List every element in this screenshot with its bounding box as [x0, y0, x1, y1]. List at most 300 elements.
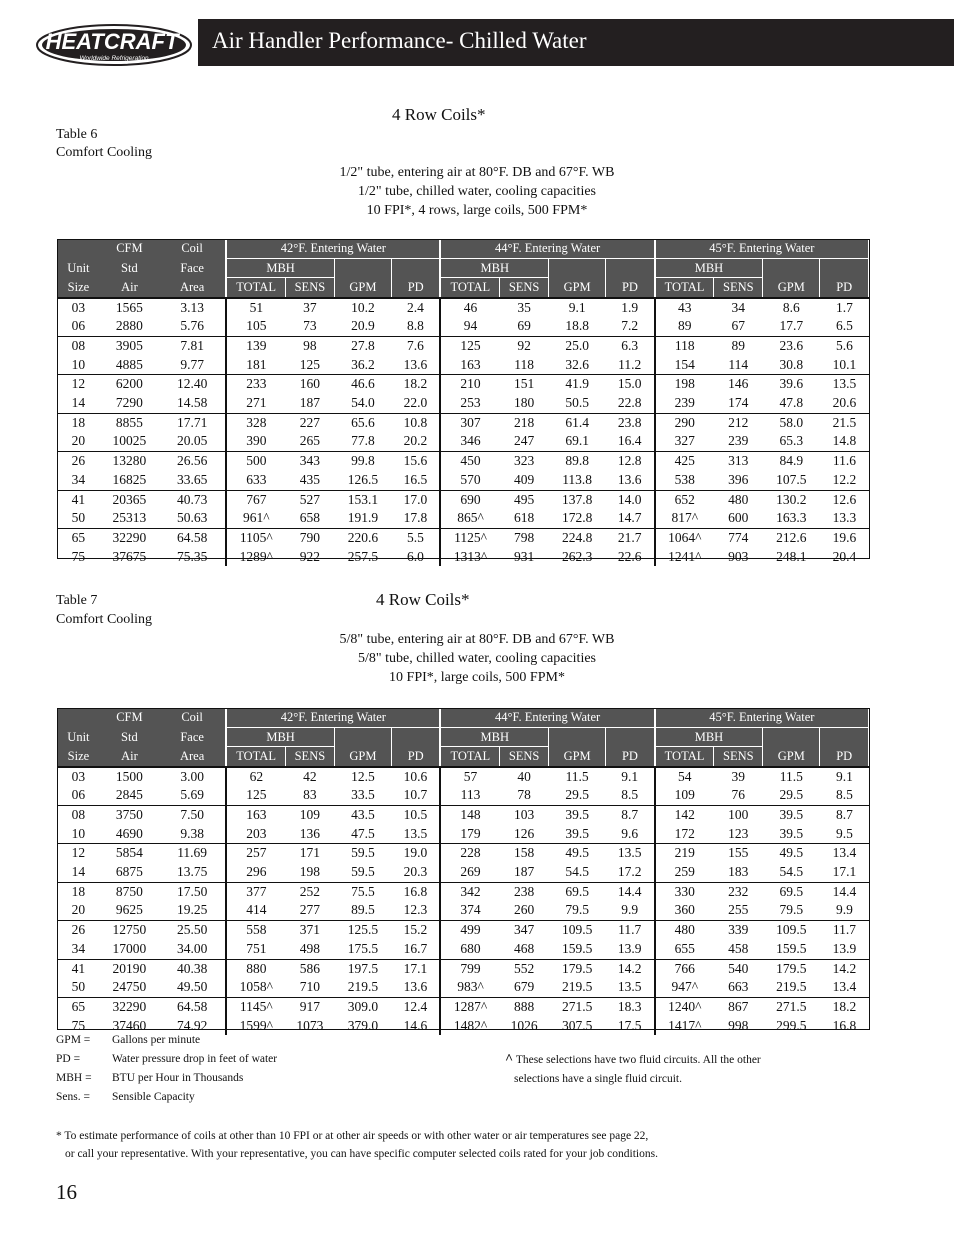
header-cell: PD — [820, 278, 869, 298]
table-cell: 10.8 — [391, 413, 440, 432]
table-cell: 17.8 — [391, 509, 440, 528]
table-cell: 13.6 — [391, 978, 440, 997]
footnote — [56, 1127, 658, 1163]
table-cell: 307 — [460, 414, 481, 430]
table-cell: 77.8 — [334, 432, 391, 451]
table-cell: 8855 — [115, 414, 143, 430]
table-cell: 212 — [728, 414, 749, 430]
table-cell: 17.5 — [606, 1017, 655, 1036]
table-cell: 89.5 — [334, 901, 391, 920]
table-cell: 46 — [463, 299, 478, 315]
legend-abbr: PD = — [56, 1053, 81, 1065]
heatcraft-logo — [36, 24, 192, 66]
table-cell: 1105^ — [239, 529, 273, 545]
table-cell: 239 — [714, 432, 763, 451]
header-cell: CFM — [100, 239, 159, 258]
table-cell: 76 — [714, 786, 763, 805]
table-cell: 766 — [674, 960, 695, 976]
table-cell: 79.5 — [763, 901, 820, 920]
table-cell: 17.2 — [606, 863, 655, 882]
table-cell: 113.8 — [549, 471, 606, 490]
table-cell: 06 — [57, 786, 100, 805]
header-cell: SENS — [714, 747, 763, 767]
header-cell — [391, 258, 440, 278]
table-cell: 558 — [246, 922, 267, 938]
table-row — [57, 882, 869, 901]
caret-note — [505, 1050, 761, 1089]
legend-abbr: GPM = — [56, 1034, 91, 1046]
table-cell: 14.0 — [606, 490, 655, 509]
table-cell: 17.50 — [159, 882, 226, 901]
table-cell: 13.5 — [391, 825, 440, 844]
table-cell: 888 — [513, 998, 535, 1014]
header-cell: Air — [100, 278, 159, 298]
table-cell: 2880 — [100, 317, 159, 336]
table-cell: 59.5 — [351, 845, 375, 861]
table-cell: 27.8 — [351, 337, 375, 353]
table-cell: 983^ — [440, 978, 499, 997]
header-cell: PD — [391, 747, 440, 767]
table-cell: 42 — [303, 768, 317, 784]
table-cell: 233 — [246, 376, 267, 392]
table-cell: 9.1 — [836, 768, 853, 784]
header-cell: SENS — [285, 278, 334, 298]
table6-desc-line: 1/2" tube, chilled water, cooling capacities — [357, 184, 596, 199]
table-cell: 54 — [678, 768, 692, 784]
table-cell: 54.5 — [763, 863, 820, 882]
table-cell: 774 — [728, 529, 749, 545]
header-cell: Unit — [57, 258, 100, 278]
table-cell: 339 — [728, 922, 749, 938]
table-cell: 25.0 — [565, 337, 589, 353]
header-cell: TOTAL — [655, 278, 714, 298]
table-cell: 114 — [714, 356, 763, 375]
header-cell: GPM — [549, 747, 606, 767]
table-cell: 450 — [460, 453, 481, 469]
table-cell: 153.1 — [347, 491, 379, 507]
table6-desc-line: 10 FPI*, 4 rows, large coils, 500 FPM* — [366, 203, 588, 218]
table-cell: 253 — [440, 394, 499, 413]
table-cell: 155 — [728, 845, 749, 861]
table-cell: 10 — [57, 356, 100, 375]
table-row — [57, 921, 869, 940]
table6-desc-line: 1/2" tube, entering air at 80°F. DB and 67°F. WB — [339, 165, 615, 180]
table-cell: 10.2 — [351, 299, 375, 315]
table-cell: 22.0 — [391, 394, 440, 413]
header-cell: GPM — [549, 278, 606, 298]
table-cell: 79.5 — [549, 901, 606, 920]
header-bar — [198, 19, 954, 66]
table-cell: 210 — [460, 376, 481, 392]
table-cell: 238 — [513, 883, 535, 899]
table-cell: 03 — [71, 299, 86, 315]
table-cell: 12.40 — [159, 375, 226, 394]
table-cell: 20 — [57, 432, 100, 451]
table-cell: 20190 — [112, 960, 147, 976]
table-cell: 922 — [299, 548, 321, 564]
table-cell: 12.4 — [391, 997, 440, 1016]
table-cell: 9.1 — [606, 767, 655, 787]
table-cell: 710 — [285, 978, 334, 997]
table-cell: 69.5 — [779, 883, 804, 899]
table-cell: 17.71 — [159, 413, 226, 432]
header-cell: TOTAL — [226, 278, 285, 298]
header-cell: GPM — [334, 747, 391, 767]
table-cell: 174 — [714, 394, 763, 413]
table-cell: 347 — [513, 922, 535, 938]
table-row — [57, 863, 869, 882]
table-cell: 160 — [299, 376, 321, 392]
table-cell: 139 — [246, 337, 267, 353]
table-cell: 181 — [226, 356, 285, 375]
table-cell: 125 — [285, 356, 334, 375]
table-cell: 74.92 — [159, 1017, 226, 1036]
table-cell: 107.5 — [763, 471, 820, 490]
table-cell: 172.8 — [549, 509, 606, 528]
table-cell: 12750 — [112, 922, 147, 938]
table-cell: 540 — [728, 960, 749, 976]
table-cell: 57 — [463, 768, 478, 784]
table-cell: 5.76 — [159, 317, 226, 336]
table-cell: 20.9 — [334, 317, 391, 336]
table-cell: 468 — [500, 940, 549, 959]
table-cell: 377 — [246, 883, 267, 899]
page-title: Air Handler Performance- Chilled Water — [212, 28, 587, 53]
table-cell: 296 — [226, 863, 285, 882]
legend-def: Water pressure drop in feet of water — [112, 1053, 278, 1065]
table-cell: 47.5 — [334, 825, 391, 844]
table6-label: Table 6 — [56, 127, 98, 142]
table-cell: 1026 — [510, 1017, 538, 1033]
table-cell: 11.5 — [779, 768, 803, 784]
table-cell: 239 — [655, 394, 714, 413]
table-cell: 40.38 — [159, 959, 226, 978]
table-cell: 346 — [440, 432, 499, 451]
table-cell: 13.5 — [606, 844, 655, 863]
table-cell: 65 — [71, 998, 86, 1014]
table-cell: 255 — [714, 901, 763, 920]
table-cell: 136 — [285, 825, 334, 844]
header-cell — [820, 258, 869, 278]
table-cell: 19.0 — [391, 844, 440, 863]
table-cell: 34 — [731, 299, 746, 315]
table-cell: 187 — [500, 863, 549, 882]
table-cell: 1073 — [296, 1017, 324, 1033]
table-cell: 41.9 — [565, 376, 589, 392]
water-temp-header: 45°F. Entering Water — [655, 239, 869, 258]
table-cell: 34 — [57, 940, 100, 959]
table-cell: 219.5 — [763, 978, 820, 997]
table-cell: 65.3 — [763, 432, 820, 451]
table-cell: 25.50 — [159, 921, 226, 940]
table-cell: 50.5 — [549, 394, 606, 413]
table-row — [57, 490, 869, 509]
table-row — [57, 471, 869, 490]
table-cell: 10 — [57, 825, 100, 844]
table-cell: 58.0 — [779, 414, 804, 430]
table-cell: 658 — [285, 509, 334, 528]
table-cell: 219.5 — [334, 978, 391, 997]
table-cell: 109.5 — [776, 922, 807, 938]
table-cell: 10.7 — [391, 786, 440, 805]
header-cell — [334, 727, 391, 747]
table-cell: 5.69 — [159, 786, 226, 805]
table-cell: 435 — [285, 471, 334, 490]
table-cell: 13.5 — [832, 376, 857, 392]
table-cell: 59.5 — [334, 863, 391, 882]
table-cell: 41 — [71, 491, 86, 507]
table-cell: 232 — [728, 883, 749, 899]
table-cell: 100 — [728, 806, 749, 822]
table-cell: 19.25 — [159, 901, 226, 920]
table-cell: 33.5 — [334, 786, 391, 805]
table-cell: 12.8 — [606, 452, 655, 471]
table-cell: 500 — [246, 453, 267, 469]
table-cell: 20.05 — [159, 432, 226, 451]
mbh-header: MBH — [226, 258, 334, 278]
table-cell: 109 — [655, 786, 714, 805]
table-cell: 159.5 — [763, 940, 820, 959]
table-cell: 13.9 — [820, 940, 869, 959]
table-cell: 49.5 — [565, 845, 589, 861]
table-cell: 62 — [249, 768, 264, 784]
header-cell: TOTAL — [440, 747, 499, 767]
table-cell: 54.5 — [549, 863, 606, 882]
table-cell: 7.6 — [391, 336, 440, 355]
table-cell: 9.9 — [606, 901, 655, 920]
header-cell: Size — [57, 747, 100, 767]
table-cell: 39 — [731, 768, 746, 784]
table-row — [57, 825, 869, 844]
table-cell: 259 — [655, 863, 714, 882]
table-cell: 13280 — [112, 453, 147, 469]
table-cell: 14.2 — [606, 959, 655, 978]
header-cell: Air — [100, 747, 159, 767]
mbh-header: MBH — [655, 258, 763, 278]
table-cell: 8750 — [115, 883, 143, 899]
table-cell: 527 — [299, 491, 321, 507]
table-cell: 118 — [674, 337, 695, 353]
table-cell: 203 — [226, 825, 285, 844]
table-cell: 14.4 — [832, 883, 857, 899]
table-cell: 130.2 — [776, 491, 807, 507]
table-cell: 414 — [226, 901, 285, 920]
table-cell: 323 — [513, 453, 535, 469]
table-cell: 89.8 — [565, 453, 589, 469]
table-cell: 163.3 — [763, 509, 820, 528]
table-cell: 187 — [285, 394, 334, 413]
table-row — [57, 997, 869, 1016]
table-row — [57, 959, 869, 978]
table-cell: 123 — [714, 825, 763, 844]
table-cell: 75.35 — [159, 548, 226, 567]
table-cell: 998 — [728, 1017, 749, 1033]
table-cell: 343 — [299, 453, 321, 469]
table-cell: 220.6 — [347, 529, 379, 545]
table-cell: 10025 — [100, 432, 159, 451]
table-cell: 13.5 — [606, 978, 655, 997]
table-cell: 23.8 — [606, 413, 655, 432]
table-cell: 12.2 — [820, 471, 869, 490]
table-cell: 146 — [728, 376, 749, 392]
table-cell: 16.4 — [606, 432, 655, 451]
table-cell: 14 — [57, 394, 100, 413]
table-cell: 26 — [71, 922, 86, 938]
table-cell: 271.5 — [561, 998, 593, 1014]
table-cell: 219.5 — [549, 978, 606, 997]
table-cell: 499 — [460, 922, 481, 938]
table-row — [57, 901, 869, 920]
table-cell: 18 — [71, 414, 86, 430]
table-cell: 75 — [71, 1017, 86, 1033]
table-cell: 125 — [226, 786, 285, 805]
table-row — [57, 375, 869, 394]
table-cell: 14.4 — [606, 882, 655, 901]
table-cell: 39.5 — [565, 806, 589, 822]
table-cell: 396 — [714, 471, 763, 490]
table-cell: 32.6 — [549, 356, 606, 375]
table-cell: 18.2 — [832, 998, 857, 1014]
table7-desc-line: 5/8" tube, chilled water, cooling capacities — [357, 651, 596, 666]
table-cell: 50 — [57, 509, 100, 528]
header-cell: SENS — [500, 278, 549, 298]
table-cell: 277 — [285, 901, 334, 920]
header-cell: PD — [391, 278, 440, 298]
abbreviation-legend — [56, 1031, 277, 1107]
table-cell: 865^ — [440, 509, 499, 528]
table-cell: 125 — [460, 337, 481, 353]
table-cell: 6200 — [115, 376, 143, 392]
table-cell: 83 — [285, 786, 334, 805]
table-cell: 69.5 — [565, 883, 589, 899]
table-cell: 5.5 — [391, 528, 440, 547]
table7-subtitle: Comfort Cooling — [56, 612, 153, 627]
table-cell: 113 — [440, 786, 499, 805]
table-cell: 8.6 — [782, 299, 800, 315]
table6-heading: 4 Row Coils* — [392, 105, 486, 124]
legend-def: Sensible Capacity — [112, 1091, 195, 1103]
table-cell: 172 — [655, 825, 714, 844]
table-cell: 14.58 — [159, 394, 226, 413]
table-cell: 9.77 — [159, 356, 226, 375]
table-cell: 1289^ — [239, 548, 274, 564]
table-cell: 212.6 — [776, 529, 807, 545]
table-cell: 342 — [460, 883, 481, 899]
table-cell: 20.3 — [391, 863, 440, 882]
table-cell: 1599^ — [239, 1017, 274, 1033]
table-cell: 2845 — [100, 786, 159, 805]
table-cell: 13.4 — [820, 978, 869, 997]
header-cell: GPM — [763, 278, 820, 298]
table-cell: 458 — [714, 940, 763, 959]
table-cell: 69 — [500, 317, 549, 336]
table-cell: 6.5 — [820, 317, 869, 336]
table-cell: 12 — [71, 845, 86, 861]
table-cell: 32290 — [112, 998, 147, 1014]
table-cell: 7290 — [100, 394, 159, 413]
table-cell: 480 — [674, 922, 695, 938]
table-cell: 13.9 — [606, 940, 655, 959]
header-cell: PD — [606, 747, 655, 767]
header-cell: Area — [159, 747, 226, 767]
table-cell: 1313^ — [453, 548, 488, 564]
table-cell: 2.4 — [391, 298, 440, 318]
header-cell: GPM — [334, 278, 391, 298]
table-cell: 552 — [513, 960, 535, 976]
table-cell: 10.6 — [391, 767, 440, 787]
table-cell: 299.5 — [776, 1017, 807, 1033]
table-cell: 171 — [299, 845, 321, 861]
footnote-line: or call your representative. With your representative, you can have specific computer selected coils rated for your job conditions. — [65, 1148, 658, 1160]
table-cell: 65.6 — [351, 414, 375, 430]
table-cell: 8.5 — [606, 786, 655, 805]
table-cell: 5.6 — [836, 337, 853, 353]
caret-mark: ^ — [505, 1052, 514, 1067]
table-cell: 18.8 — [549, 317, 606, 336]
table-cell: 29.5 — [763, 786, 820, 805]
table-cell: 151 — [513, 376, 535, 392]
table-cell: 247 — [500, 432, 549, 451]
table-cell: 947^ — [655, 978, 714, 997]
table-cell: 1482^ — [453, 1017, 488, 1033]
legend-abbr: MBH = — [56, 1072, 92, 1084]
table-cell: 313 — [728, 453, 749, 469]
table-cell: 22.6 — [606, 548, 655, 567]
water-temp-header: 45°F. Entering Water — [655, 708, 869, 727]
table-cell: 9.6 — [606, 825, 655, 844]
table-cell: 425 — [674, 453, 695, 469]
table-cell: 538 — [655, 471, 714, 490]
table-cell: 183 — [714, 863, 763, 882]
table-cell: 148 — [460, 806, 481, 822]
table-cell: 75 — [71, 548, 86, 564]
table-cell: 652 — [674, 491, 695, 507]
table-cell: 37675 — [112, 548, 147, 564]
table-cell: 257 — [246, 845, 267, 861]
table-cell: 41 — [71, 960, 86, 976]
table-cell: 03 — [71, 768, 86, 784]
header-cell — [606, 727, 655, 747]
table-cell: 480 — [728, 491, 749, 507]
header-cell: SENS — [714, 278, 763, 298]
table-cell: 586 — [299, 960, 321, 976]
header-cell: Std — [100, 258, 159, 278]
caret-note-line: These selections have two fluid circuits. All the other — [515, 1054, 761, 1066]
table-cell: 109 — [299, 806, 321, 822]
table-cell: 109.5 — [561, 922, 593, 938]
table-cell: 4885 — [100, 356, 159, 375]
table-cell: 54.0 — [334, 394, 391, 413]
table-cell: 137.8 — [561, 491, 593, 507]
table-cell: 271 — [226, 394, 285, 413]
table-cell: 197.5 — [347, 960, 379, 976]
table-cell: 618 — [500, 509, 549, 528]
table-cell: 7.81 — [159, 336, 226, 355]
water-temp-header: 44°F. Entering Water — [440, 708, 654, 727]
header-cell: Coil — [159, 708, 226, 727]
table-cell: 379.0 — [347, 1017, 379, 1033]
table-row — [57, 452, 869, 471]
table-cell: 159.5 — [549, 940, 606, 959]
performance-table-6 — [57, 239, 870, 566]
water-temp-header: 42°F. Entering Water — [226, 708, 440, 727]
table-cell: 1.9 — [606, 298, 655, 318]
table-cell: 40.73 — [159, 490, 226, 509]
table-cell: 14.2 — [832, 960, 857, 976]
table-cell: 06 — [57, 317, 100, 336]
table-cell: 265 — [285, 432, 334, 451]
table-row — [57, 509, 869, 528]
